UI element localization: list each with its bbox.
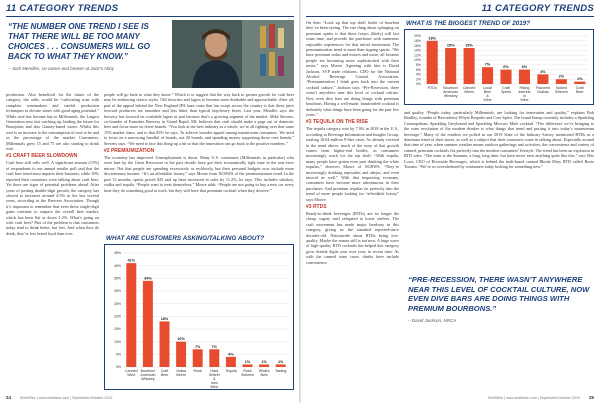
subhead-rtds: #3 RTDS <box>306 204 327 210</box>
category-label-line: Craft <box>160 369 169 373</box>
y-tick-label: 4% <box>415 72 421 77</box>
bar-value-label: 4% <box>228 352 234 357</box>
category-label-line: & <box>486 94 489 98</box>
category-label-line: Interest <box>518 90 531 94</box>
bar-value-label: 41% <box>127 258 136 263</box>
category-label-line: Whiskey <box>141 377 155 381</box>
y-tick-label: 40% <box>113 263 121 268</box>
paragraph: The tequila category rose by 7.9% in 2018 in the U.S., according to Beverage Information and Insights Group, totaling 18.64 million 9-liter cases. As already covered in the trend above, much of the story of that growth comes from higher-end bottles, as consumers increasingly reach for the top shelf. “With tequila, many people have gotten even past drinking the white tequilas,” observes Moore of NCBWS. “They’re increasingly drinking reposados and añejos, and even mezcal as well.” With that improving economy, consumers have become more adventurous in their purchases. And premium tequilas tie perfectly into the trend of more people looking for “affordable luxury” says Moore. <box>306 126 399 202</box>
bar-value-label: 2% <box>558 74 565 79</box>
bar-value-label: 10% <box>177 337 185 342</box>
page-number-left: 24 <box>6 395 12 400</box>
bar-value-label: 34% <box>144 276 152 281</box>
category-label-line: Rosé <box>243 369 252 373</box>
bar-value-label: 18% <box>160 316 169 321</box>
y-tick-label: 16% <box>413 43 421 48</box>
category-label-line: Tasting <box>275 369 287 373</box>
bar <box>160 321 170 367</box>
paragraph: Ready-to-drink beverages (RTDs) are no longer the cheap, sugary stuff relegated to lower shelves. The craft movement has made major headway in this category, giving us the standard reported-since decades-old. Nationwide about RTDs being low-quality. Maybe the reason still is not now. A huge wave of high-quality RTD cocktails has helped this category grow double digits year over year, in recent time. As with the canned wine craze, drinks have include convenience <box>306 211 399 265</box>
category-label <box>428 86 437 90</box>
bar <box>259 364 269 367</box>
category-label <box>259 369 270 377</box>
bar <box>427 41 438 84</box>
y-tick-label: 5% <box>115 352 121 357</box>
bar-value-label: 6% <box>503 65 509 70</box>
y-tick-label: 2% <box>415 77 421 82</box>
category-label-line: Wine <box>483 98 492 102</box>
bar <box>556 79 567 84</box>
paragraph: On their “Look up that top shelf bottle of bourbon they’ve been eyeing. The rise thing about splurging on premium spirits is that these forays (likely) will last some time, and provide the purchaser with numerous enjoyable experiences for that initial investment. The premiumization trend is more than sipping spirits. “We have premium sodas and mixers and more, all because people are becoming more sophisticated with their tastes,” says Moore. Agreeing with him is David Jackson, SVP trade relations, CDO for the National Alcohol Beverage Control Association. “Premiumization I think goes back into the current cocktail culture,” Jackson says. “Pre-Recession, there wasn’t anywhere near this level of cocktail culture. Now even dive bars are doing things with premium bourbons. Having a well-made, handcrafted cocktail is definitely what things have been going for the past few years.” <box>306 20 399 117</box>
bar <box>574 82 585 84</box>
category-label-line: Local <box>483 86 492 90</box>
bar <box>176 342 186 367</box>
bar <box>537 74 548 84</box>
bar-value-label: 1% <box>261 359 267 364</box>
y-tick-label: 10% <box>113 339 121 344</box>
y-tick-label: 12% <box>413 53 421 58</box>
subhead-craft-beer: #1 CRAFT BEER SLOWDOWN <box>6 153 78 160</box>
category-label-line: Rosé <box>193 369 202 373</box>
category-label-line: Hard <box>210 369 219 373</box>
chart-2-frame <box>404 29 594 105</box>
category-label <box>140 369 155 381</box>
y-tick-label: 20% <box>113 314 121 319</box>
header-rule-right <box>306 16 594 17</box>
left-column-1 <box>6 92 99 390</box>
subhead-premiumization: #2 PREMIUMIZATION <box>104 148 155 155</box>
y-tick-label: 45% <box>113 251 121 256</box>
category-label <box>275 369 286 373</box>
bar <box>276 364 286 367</box>
bar <box>143 281 153 367</box>
category-label <box>536 86 550 94</box>
bar-value-label: 6% <box>521 65 528 70</box>
y-tick-label: 35% <box>113 276 121 281</box>
y-tick-label: 6% <box>415 67 421 72</box>
category-label-line: Seltzers <box>241 373 254 377</box>
brewer-photo <box>172 20 294 88</box>
left-column-2 <box>104 92 294 230</box>
category-label <box>194 369 202 373</box>
pull-quote-right <box>408 275 594 326</box>
bar <box>482 67 493 84</box>
category-label-line: Canned <box>462 86 476 90</box>
y-tick-label: 8% <box>415 63 421 67</box>
bar-value-label: 4% <box>540 69 546 74</box>
bar-value-label: 15% <box>465 43 473 48</box>
right-column-1 <box>306 20 399 392</box>
category-label-line: Beer <box>160 373 169 377</box>
subhead-tequila: #3 TEQUILA ON THE RISE <box>306 119 369 126</box>
category-label-line: in <box>523 94 526 98</box>
category-label-line: Spirits <box>501 90 511 94</box>
y-tick-label: 15% <box>113 327 121 332</box>
category-label <box>463 86 476 94</box>
category-label-line: Vodkas <box>536 90 549 94</box>
category-label-line: Tequila <box>225 369 237 373</box>
chart-1-frame <box>104 244 294 390</box>
section-header-left: 11 CATEGORY TRENDS <box>6 3 119 14</box>
category-label-line: Beer <box>575 90 584 94</box>
paragraph: production. Also beneficial for the future of the category, she adds, would be “cultivating trust with complete winemakers and careful production techniques to elevate wines with good aging potential.” While rosé has become hip to Millennials, the Largest Generation now fast catching up, leading the future for Beaujolais and also Gamay-based wines. Whilst this rosé is an increase to the consumption of rosé to be and as the percentage of the market Consumers, Millennials grew 15 and 75 are also starting to drink rosé. <box>6 92 99 152</box>
section-header-right: 11 CATEGORY TRENDS <box>481 3 594 14</box>
y-tick-label: 25% <box>113 301 121 306</box>
y-tick-label: 0% <box>115 365 121 370</box>
category-label-line: Flavored <box>535 86 550 90</box>
y-tick-label: 30% <box>113 289 121 294</box>
chart-2-svg <box>405 30 593 104</box>
bar-value-label: 1% <box>577 77 583 82</box>
category-label-line: Beer <box>483 90 492 94</box>
pull-quote-left-text: “THE NUMBER ONE TREND I SEE IS THAT THERE WILL BE TOO MANY CHOICES . . . CONSUMERS WILL GO BACK TO WHAT THEY KNOW.” <box>8 22 150 61</box>
paragraph: Craft beer still sells well. A significant amount (15%) of respondents to our annual retailer poll said that the craft beer trend most impacts their business, while 10% reported their customers were talking about craft beer. Yet there are signs of potential problems ahead. After years of posting double-digit growth, the category has slowed to increases around 4-5% in the last several years, according to the Brewers Association. Though it’s important to remember that even these single-digit gains continue to outpace the overall beer market, which has been flat or down 1-2%. What’s going on with craft beer? Part of the problem is that consumers today tend to drink better, but less. And when they do drink, they’re less brand loyal than ever. <box>6 160 99 236</box>
pull-quote-right-text: “PRE-RECESSION, THERE WASN’T ANYWHERE NEAR THIS LEVEL OF COCKTAIL CULTURE, NOW EVEN DIVE BARS ARE DOING THINGS WITH PREMIUM BOURBONS.” <box>408 275 590 313</box>
y-tick-label: 10% <box>413 58 421 63</box>
bar <box>193 349 203 367</box>
category-label-line: Vodka <box>176 369 187 373</box>
category-label-line: New <box>260 373 268 377</box>
category-label-line: Bourbon/ <box>140 369 156 373</box>
bar-value-label: 15% <box>446 43 455 48</box>
bar-value-label: 1% <box>277 359 284 364</box>
bar <box>126 263 136 367</box>
right-column-2 <box>404 110 594 270</box>
category-label <box>518 86 530 102</box>
category-label-line: Whiskey <box>443 94 458 98</box>
y-tick-label: 18% <box>413 39 421 43</box>
category-label-line: Craft <box>502 86 510 90</box>
bar <box>209 349 219 367</box>
category-label-line: Seltzers <box>554 90 568 94</box>
pull-quote-left-attr: – Jack Mendles, co-owner and brewer at Jack’s Abby <box>8 66 115 71</box>
category-label-line: Canned <box>125 369 138 373</box>
category-label-line: What’s <box>258 369 270 373</box>
pull-quote-right-attr: – David Jackson, NRCA <box>408 318 457 324</box>
bar <box>445 48 456 84</box>
bar <box>226 357 236 367</box>
footer-left: ShelfWire | www.shelfwire.com | September/October 2019 <box>20 396 113 400</box>
category-label-line: Beers <box>176 373 186 377</box>
category-label-line: Rising <box>519 86 530 90</box>
chart-1-title: WHAT ARE CUSTOMERS ASKING/TALKING ABOUT? <box>106 235 265 242</box>
category-label-line: Bourbon/ <box>443 86 458 90</box>
bar <box>243 364 253 367</box>
bar <box>519 70 530 84</box>
category-label-line: & <box>213 377 216 381</box>
right-page <box>300 0 600 403</box>
y-tick-label: 20% <box>413 34 421 39</box>
category-label <box>576 86 584 94</box>
bar-value-label: 7% <box>194 344 201 349</box>
category-label <box>209 369 221 389</box>
bar <box>464 48 475 84</box>
category-label-line: Wine <box>520 98 529 102</box>
chart-2-title: WHAT IS THE BIGGEST TREND OF 2019? <box>406 20 531 27</box>
bar-value-label: 18% <box>428 36 437 41</box>
category-label-line: Wine <box>210 385 219 389</box>
bar-value-label: 7% <box>484 62 491 67</box>
category-label <box>443 86 458 98</box>
brewer-figure-icon <box>172 20 294 88</box>
category-label-line: American <box>140 373 156 377</box>
page-number-right: 25 <box>588 395 594 400</box>
category-label <box>241 369 254 377</box>
category-label-line: American <box>443 90 459 94</box>
category-label <box>501 86 511 94</box>
header-rule-left <box>6 16 294 17</box>
paragraph: and quality “People today, particularly Millennials, are looking for innovation and quality,” explains Bob Bradley, founder of Bevcademy Whyte Bespoke and Cote Spirit. The brand lineup currently includes a Sparkling Cosmopolitan, Sparkling Greyhound and Sparkling Moscow Mule cocktail. “The difference we’re bringing to the wine revolution of the modern drinker is what things that trend and putting it into today’s mainstream beverage.” Many of the retailers we polled in our 2019 State of the Industry Survey mentioned RTDs as a dominant trend of their stores, as well as a subject that their customers come in talking about. Especially around that time of year, when summer weather means outdoor gatherings and activities, the convenience and variety of canned, premium cocktails fits perfectly into the modern consumers’ lifestyle. The trend has been an explosion in RTD sales. “The team is the Summer, a long, long time, but have never seen anything quite like this,” says Wes Lowe, CEO of Riverside Beverages, which is behind the malt-based canned Rhoda Mary RTD called Rosie Tomato. “We’re so overwhelmed by consumers today looking for something new.” <box>404 110 594 170</box>
category-label <box>176 369 186 377</box>
category-label <box>483 86 492 102</box>
paragraph: people will go back to what they know.” Which is to suggest that the way back to greater growth for craft beer may be embracing classic styles. Old favorites and lagers to become more drinkable and approachable. After all, part of the appeal behind the New England IPA haze craze that has swept across the country is that these juice forward producers are smoother and less bitter than typical hop-heavy beers. Last year, Mendles says the brewery has focused on crushable lagers in part because that’s a growing segment of the market. Mike Stevens, co-founder of Founders Brewery in Grand Rapid, MI, believes that craft should make a page out of domestic beer and focus more on fewer brands. “You look at the beer industry as a whole, we’re all fighting over that same 15% market share, and to that 85% he says. To achieve broader appeal among mainstream consumers. We need to focus on a narrowing handful of brands, not 20 brands, and spending money supporting those core brands,” Stevens says. “We need to face this thing up a bit so that the innovation can go back to the positive numbers.” <box>104 92 294 146</box>
category-label-line: Seltzer <box>208 373 220 377</box>
category-label-line: Wine <box>127 373 136 377</box>
category-label-line: Iced <box>210 381 218 385</box>
bar-value-label: 7% <box>211 344 218 349</box>
bar <box>500 70 511 84</box>
y-tick-label: 14% <box>413 48 421 53</box>
category-label <box>161 369 169 377</box>
bar-value-label: 1% <box>244 359 251 364</box>
chart-1-svg <box>105 245 293 389</box>
pull-quote-left <box>8 22 168 74</box>
category-label <box>125 369 138 377</box>
footer-right: ShelfWire | www.shelfwire.com | September/October 2019 <box>487 396 580 400</box>
category-label-line: Wines <box>464 90 475 94</box>
category-label-line: Spiked <box>555 86 567 90</box>
category-label-line: RTDs <box>427 86 437 90</box>
paragraph: The economy has improved. Unemployment is down. Many U.S. consumers (Millennials in particular) who were hurt by the Great Recession in the past decade have got their economically tight time in the rear-view mirror. Not that people are spending excessively or recklessly, but their personal budgets now include more discretionary income. “It’s an affordable luxury,” says Moore from NCBWS of the premiumization trend. In the past 12 months, spirits priced $25 and up have increased in sales by 11.2%, he says. This includes whiskey, vodka and tequila. “People want to treat themselves,” Moore adds. “People are not going to buy a new car every time they do something good at work, but they will have that premium cocktail when they deserve.” <box>104 155 294 193</box>
category-label-line: Craft <box>575 86 584 90</box>
y-tick-label: 0% <box>415 82 421 87</box>
category-label <box>225 369 236 373</box>
category-label <box>555 86 568 94</box>
